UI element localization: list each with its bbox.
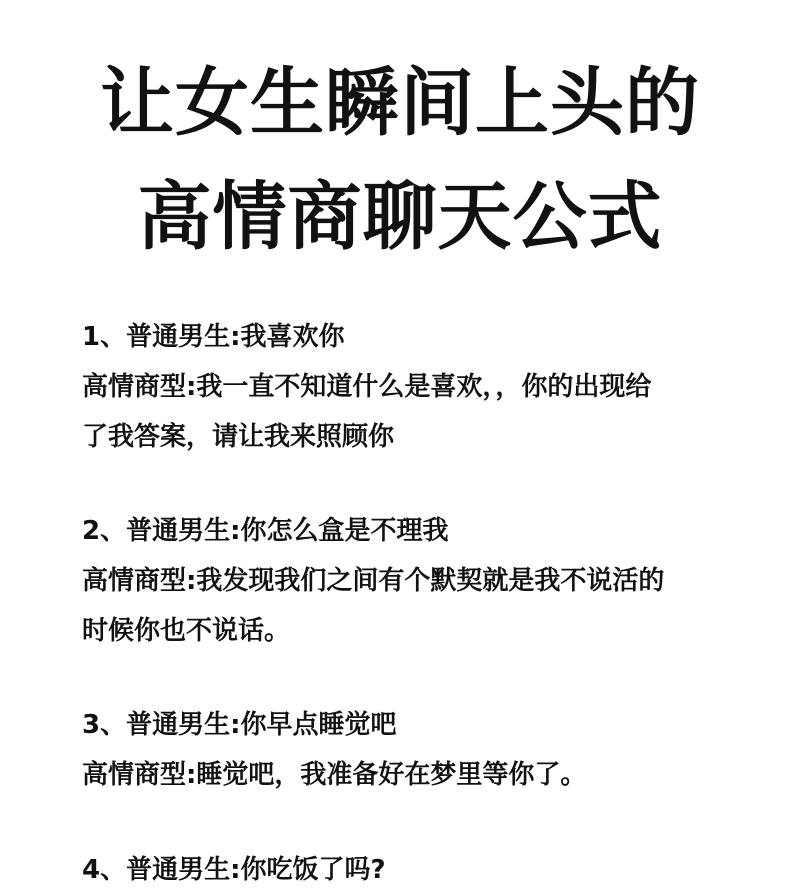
tip-3-high-eq: 高情商型:睡觉吧，我准备好在梦里等你了。 bbox=[82, 760, 587, 790]
tip-1-high-eq-cont: 了我答案，请让我来照顾你 bbox=[82, 422, 395, 452]
tip-1-ordinary: 1、普通男生:我喜欢你 bbox=[82, 322, 345, 352]
tip-item-1 bbox=[82, 312, 742, 462]
tip-item-3 bbox=[82, 700, 742, 800]
tip-2-high-eq: 高情商型:我发现我们之间有个默契就是我不说活的 bbox=[82, 566, 665, 596]
title-line-1: 让女生瞬间上头的 bbox=[100, 60, 700, 146]
title-line-2: 高情商聊天公式 bbox=[137, 174, 663, 260]
tip-4-ordinary: 4、普通男生:你吃饭了吗? bbox=[82, 855, 386, 885]
tip-2-ordinary: 2、普通男生:你怎么盒是不理我 bbox=[82, 516, 449, 546]
tip-3-ordinary: 3、普通男生:你早点睡觉吧 bbox=[82, 710, 397, 740]
tip-2-high-eq-cont: 时候你也不说话。 bbox=[82, 616, 291, 646]
tip-1-high-eq: 高情商型:我一直不知道什么是喜欢，，你的出现给 bbox=[82, 372, 652, 402]
tip-item-2 bbox=[82, 506, 742, 656]
tip-item-4 bbox=[82, 845, 742, 895]
